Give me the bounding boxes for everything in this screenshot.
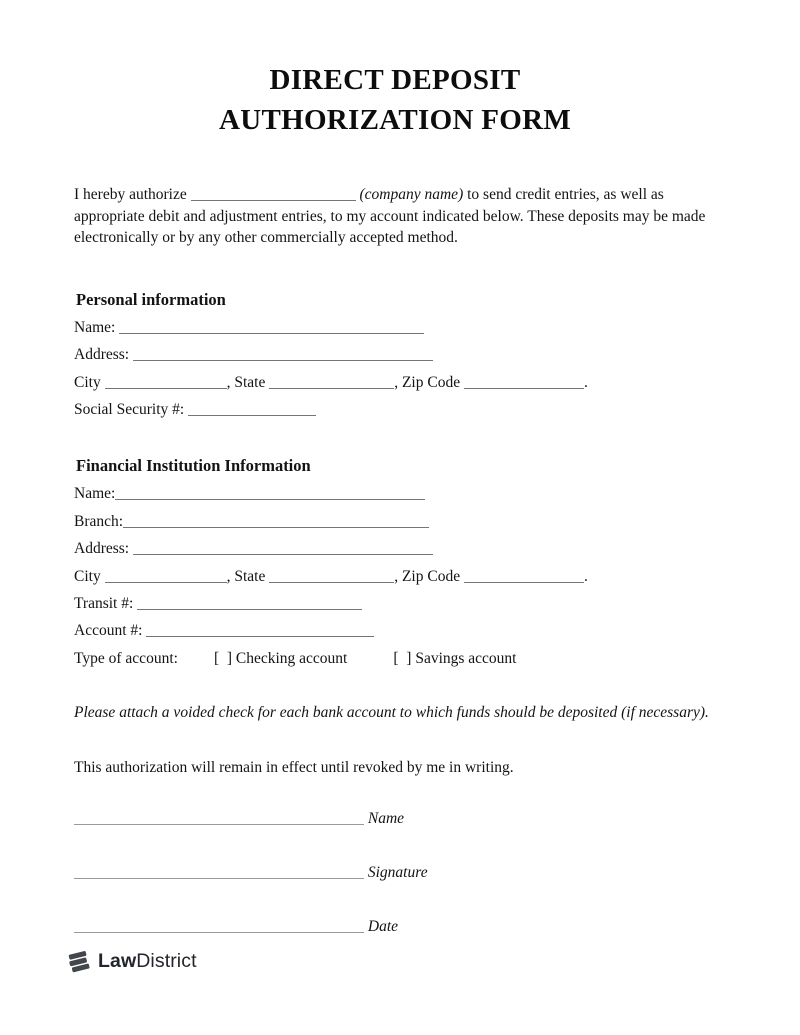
financial-name-label: Name: bbox=[74, 485, 116, 503]
form-title-line1: DIRECT DEPOSIT bbox=[269, 64, 521, 96]
personal-row-period: . bbox=[583, 373, 588, 391]
financial-info-heading: Financial Institution Information bbox=[76, 456, 311, 476]
signature-date-field[interactable] bbox=[74, 920, 364, 933]
financial-transit-label: Transit #: bbox=[74, 595, 134, 613]
personal-city-field[interactable] bbox=[105, 376, 227, 389]
signature-sign-row bbox=[74, 861, 716, 885]
financial-name-field[interactable] bbox=[115, 487, 425, 500]
voided-check-note: Please attach a voided check for each bank account to which funds should be deposited (if necessary). bbox=[74, 704, 709, 722]
financial-city-label: City bbox=[74, 567, 101, 585]
lawdistrict-logo bbox=[66, 948, 197, 975]
savings-label: Savings account bbox=[415, 649, 517, 667]
financial-address-row bbox=[74, 535, 716, 562]
financial-row-period: . bbox=[583, 567, 588, 585]
intro-prefix: I hereby authorize bbox=[74, 186, 187, 203]
checking-label: Checking account bbox=[235, 649, 348, 667]
financial-city-row bbox=[74, 563, 716, 590]
personal-info-heading: Personal information bbox=[76, 289, 226, 309]
financial-branch-field[interactable] bbox=[123, 515, 429, 528]
personal-address-row bbox=[74, 341, 716, 368]
authorization-statement: This authorization will remain in effect until revoked by me in writing. bbox=[74, 759, 514, 777]
company-name-field[interactable] bbox=[191, 188, 356, 201]
signature-name-label: Name bbox=[367, 810, 405, 828]
financial-zip-label: , Zip Code bbox=[394, 567, 461, 585]
signature-date-label: Date bbox=[367, 918, 399, 936]
personal-state-label: , State bbox=[226, 373, 266, 391]
personal-name-row bbox=[74, 314, 716, 341]
financial-state-label: , State bbox=[226, 567, 266, 585]
account-type-label: Type of account: bbox=[74, 649, 178, 667]
signature-name-field[interactable] bbox=[74, 812, 364, 825]
brand-word-law: Law bbox=[98, 950, 137, 972]
financial-account-field[interactable] bbox=[146, 624, 374, 637]
financial-transit-row bbox=[74, 590, 716, 617]
company-name-hint: (company name) bbox=[359, 186, 464, 203]
financial-name-row bbox=[74, 480, 716, 507]
personal-zip-label: , Zip Code bbox=[394, 373, 461, 391]
personal-address-label: Address: bbox=[74, 346, 130, 364]
signature-date-row bbox=[74, 915, 716, 939]
financial-state-field[interactable] bbox=[269, 570, 394, 583]
form-title-line2: AUTHORIZATION FORM bbox=[218, 104, 572, 136]
personal-state-field[interactable] bbox=[269, 376, 394, 389]
personal-ssn-row bbox=[74, 396, 716, 423]
signature-sign-field[interactable] bbox=[74, 866, 364, 879]
stacked-cards-icon bbox=[66, 948, 93, 975]
financial-branch-label: Branch: bbox=[74, 512, 124, 530]
financial-address-label: Address: bbox=[74, 540, 130, 558]
signature-name-row bbox=[74, 807, 716, 831]
personal-city-row bbox=[74, 369, 716, 396]
account-type-row bbox=[74, 645, 716, 672]
personal-ssn-label: Social Security #: bbox=[74, 401, 185, 418]
savings-checkbox[interactable]: [ ] bbox=[393, 649, 412, 667]
personal-name-field[interactable] bbox=[119, 321, 424, 334]
intro-suffix: to send credit entries, as well as appropriate debit and adjustment entries, to my account indicated below. These deposits may be made electronically or by any other commercially accepted method. bbox=[74, 186, 706, 247]
checking-checkbox[interactable]: [ ] bbox=[213, 649, 233, 667]
form-title bbox=[74, 60, 716, 140]
financial-account-row bbox=[74, 617, 716, 644]
financial-city-field[interactable] bbox=[105, 570, 227, 583]
signature-sign-label: Signature bbox=[367, 864, 428, 882]
personal-zip-field[interactable] bbox=[464, 376, 584, 389]
brand-word-district: District bbox=[136, 950, 197, 972]
financial-address-field[interactable] bbox=[133, 542, 433, 555]
personal-address-field[interactable] bbox=[133, 348, 433, 361]
financial-transit-field[interactable] bbox=[137, 597, 362, 610]
financial-branch-row bbox=[74, 508, 716, 535]
intro-paragraph bbox=[74, 184, 716, 249]
brand-wordmark bbox=[98, 950, 197, 973]
personal-ssn-field[interactable] bbox=[188, 403, 316, 416]
financial-account-label: Account #: bbox=[74, 622, 143, 640]
personal-name-label: Name: bbox=[74, 318, 116, 336]
personal-city-label: City bbox=[74, 373, 101, 391]
financial-zip-field[interactable] bbox=[464, 570, 584, 583]
